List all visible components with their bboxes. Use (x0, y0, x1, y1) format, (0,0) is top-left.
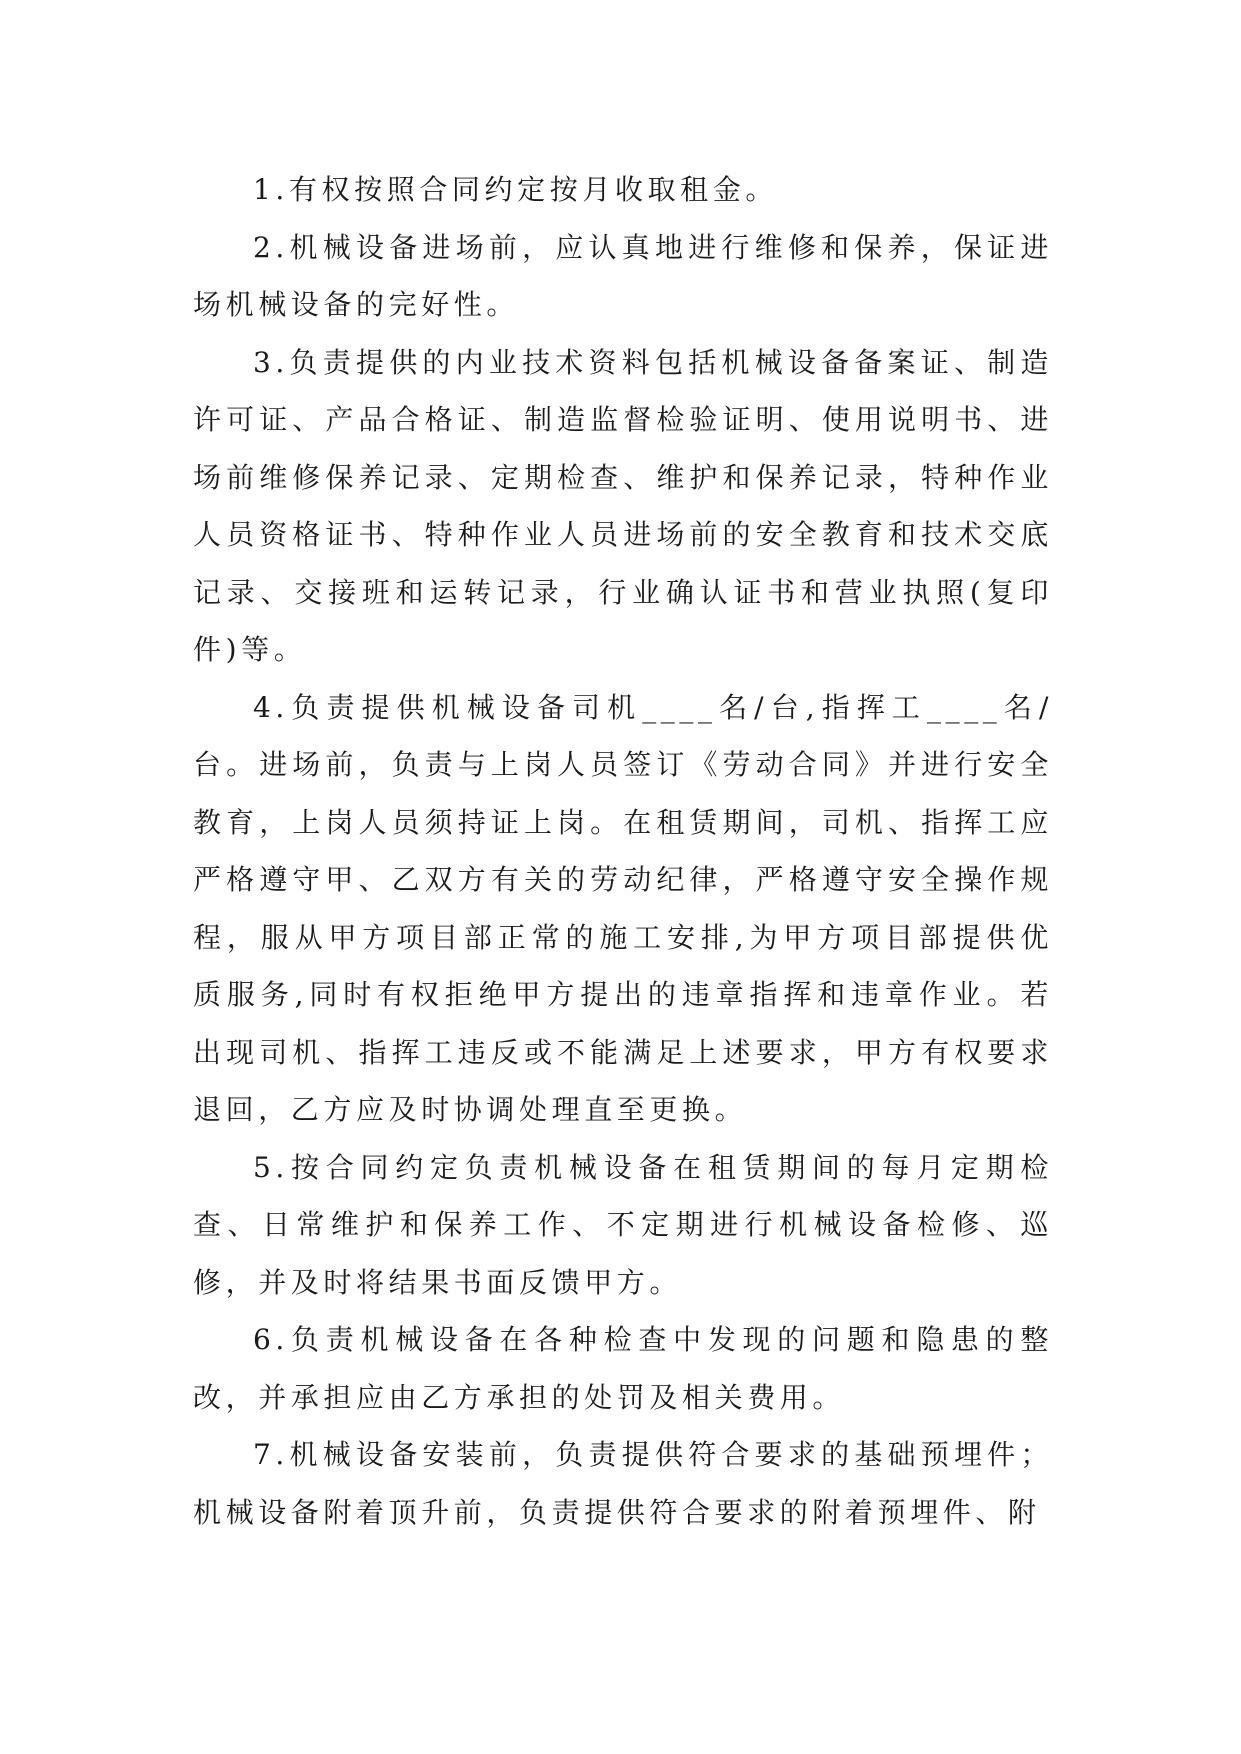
paragraph-5: 5.按合同约定负责机械设备在租赁期间的每月定期检查、日常维护和保养工作、不定期进行机械设备检修、巡修，并及时将结果书面反馈甲方。 (193, 1150, 1053, 1299)
paragraph-6: 6.负责机械设备在各种检查中发现的问题和隐患的整改，并承担应由乙方承担的处罚及相关费用。 (193, 1323, 1053, 1414)
paragraph-3: 3.负责提供的内业技术资料包括机械设备备案证、制造许可证、产品合格证、制造监督检验证明、使用说明书、进场前维修保养记录、定期检查、维护和保养记录，特种作业人员资格证书、特种作业人员进场前的安全教育和技术交底记录、交接班和运转记录，行业确认证书和营业执照(复印件)等。 (193, 345, 1053, 666)
paragraph-2: 2.机械设备进场前，应认真地进行维修和保养，保证进场机械设备的完好性。 (193, 230, 1053, 321)
paragraph-4: 4.负责提供机械设备司机____名/台,指挥工____名/台。进场前，负责与上岗人员签订《劳动合同》并进行安全教育，上岗人员须持证上岗。在租赁期间，司机、指挥工应严格遵守甲、乙双方有关的劳动纪律，严格遵守安全操作规程，服从甲方项目部正常的施工安排,为甲方项目部提供优质服务,同时有权拒绝甲方提出的违章指挥和违章作业。若出现司机、指挥工违反或不能满足上述要求，甲方有权要求退回，乙方应及时协调处理直至更换。 (193, 690, 1053, 1126)
document-page (193, 161, 1053, 1541)
paragraph-7: 7.机械设备安装前，负责提供符合要求的基础预埋件；机械设备附着顶升前，负责提供符合要求的附着预埋件、附 (193, 1438, 1053, 1529)
paragraph-1: 1.有权按照合同约定按月收取租金。 (253, 173, 778, 206)
